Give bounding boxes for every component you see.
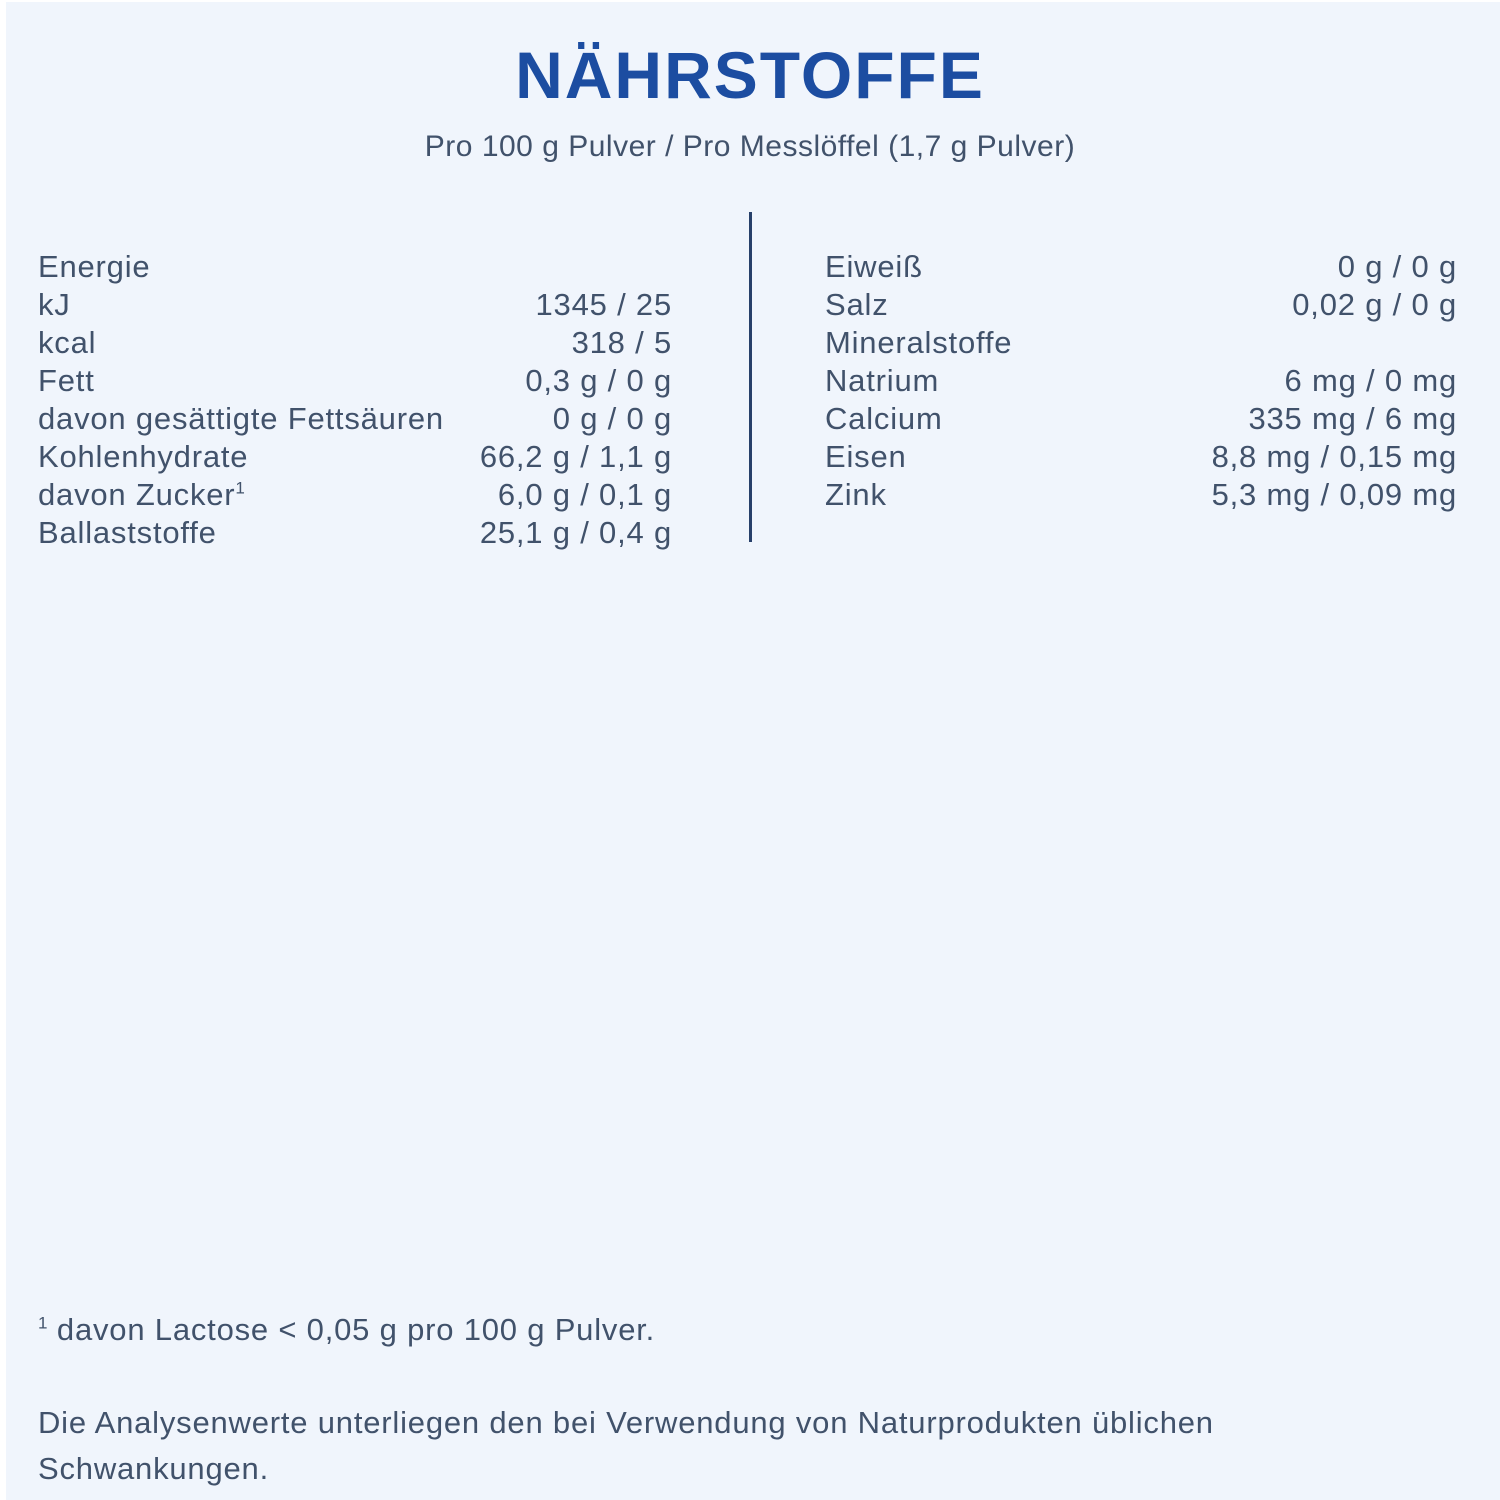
nutrient-value: 0,02 g / 0 g bbox=[1292, 287, 1457, 322]
column-divider-line bbox=[749, 212, 752, 542]
nutrient-value: 25,1 g / 0,4 g bbox=[479, 515, 672, 550]
nutrient-label: Fett bbox=[38, 363, 95, 398]
nutrient-value: 8,8 mg / 0,15 mg bbox=[1211, 439, 1457, 474]
nutrient-value: 6,0 g / 0,1 g bbox=[497, 477, 672, 512]
nutrient-label: Kohlenhydrate bbox=[38, 439, 249, 474]
nutrient-value: 66,2 g / 1,1 g bbox=[479, 439, 672, 474]
table-row-eisen bbox=[825, 438, 1457, 476]
table-row-eiweiss bbox=[825, 248, 1457, 286]
nutrient-value: 0,3 g / 0 g bbox=[525, 363, 672, 398]
nutrient-column-left bbox=[38, 248, 672, 552]
nutrient-value: 335 mg / 6 mg bbox=[1248, 401, 1457, 436]
nutrient-label: Eisen bbox=[825, 439, 907, 474]
nutrient-value: 318 / 5 bbox=[571, 325, 672, 360]
nutrient-value: 0 g / 0 g bbox=[552, 401, 672, 436]
nutrient-label bbox=[38, 476, 245, 514]
nutrient-value: 1345 / 25 bbox=[535, 287, 672, 322]
nutrient-label-text: davon Zucker bbox=[38, 477, 236, 512]
footnote-lactose bbox=[38, 1312, 655, 1348]
nutrient-label: Zink bbox=[825, 477, 887, 512]
table-row-zucker bbox=[38, 476, 672, 514]
table-row-natrium bbox=[825, 362, 1457, 400]
nutrient-value: 6 mg / 0 mg bbox=[1284, 363, 1457, 398]
table-row-kohlenhydrate bbox=[38, 438, 672, 476]
table-row-ballaststoffe bbox=[38, 514, 672, 552]
nutrient-label: Mineralstoffe bbox=[825, 325, 1013, 360]
nutrient-label: davon gesättigte Fettsäuren bbox=[38, 401, 444, 436]
table-row-fett bbox=[38, 362, 672, 400]
nutrient-value: 0 g / 0 g bbox=[1337, 249, 1457, 284]
top-edge-border bbox=[0, 0, 1500, 2]
nutrient-label: Eiweiß bbox=[825, 249, 923, 284]
table-row-kj bbox=[38, 286, 672, 324]
page-title: NÄHRSTOFFE bbox=[515, 38, 985, 112]
disclaimer-text: Die Analysenwerte unterliegen den bei Verwendung von Naturprodukten üblichen Schwankungen. bbox=[38, 1405, 1214, 1486]
footnote-reference-mark: 1 bbox=[235, 478, 245, 498]
nutrient-label: Calcium bbox=[825, 401, 943, 436]
table-row-salz bbox=[825, 286, 1457, 324]
footnote-marker: 1 bbox=[38, 1313, 48, 1333]
nutrient-label: Energie bbox=[38, 249, 151, 284]
table-row-gesaettigte-fettsaeuren bbox=[38, 400, 672, 438]
nutrient-label: Ballaststoffe bbox=[38, 515, 217, 550]
nutrient-label: kcal bbox=[38, 325, 97, 360]
serving-size-subtitle: Pro 100 g Pulver / Pro Messlöffel (1,7 g Pulver) bbox=[424, 130, 1076, 163]
nutrient-value: 5,3 mg / 0,09 mg bbox=[1211, 477, 1457, 512]
nutrient-label: Natrium bbox=[825, 363, 940, 398]
nutrient-column-right bbox=[825, 248, 1457, 514]
table-row-energie bbox=[38, 248, 672, 286]
left-edge-border bbox=[0, 0, 6, 1500]
table-row-calcium bbox=[825, 400, 1457, 438]
table-row-mineralstoffe bbox=[825, 324, 1457, 362]
table-row-kcal bbox=[38, 324, 672, 362]
nutrient-label: Salz bbox=[825, 287, 889, 322]
nutrient-label: kJ bbox=[38, 287, 71, 322]
table-row-zink bbox=[825, 476, 1457, 514]
footnote-text: davon Lactose < 0,05 g pro 100 g Pulver. bbox=[56, 1312, 656, 1347]
